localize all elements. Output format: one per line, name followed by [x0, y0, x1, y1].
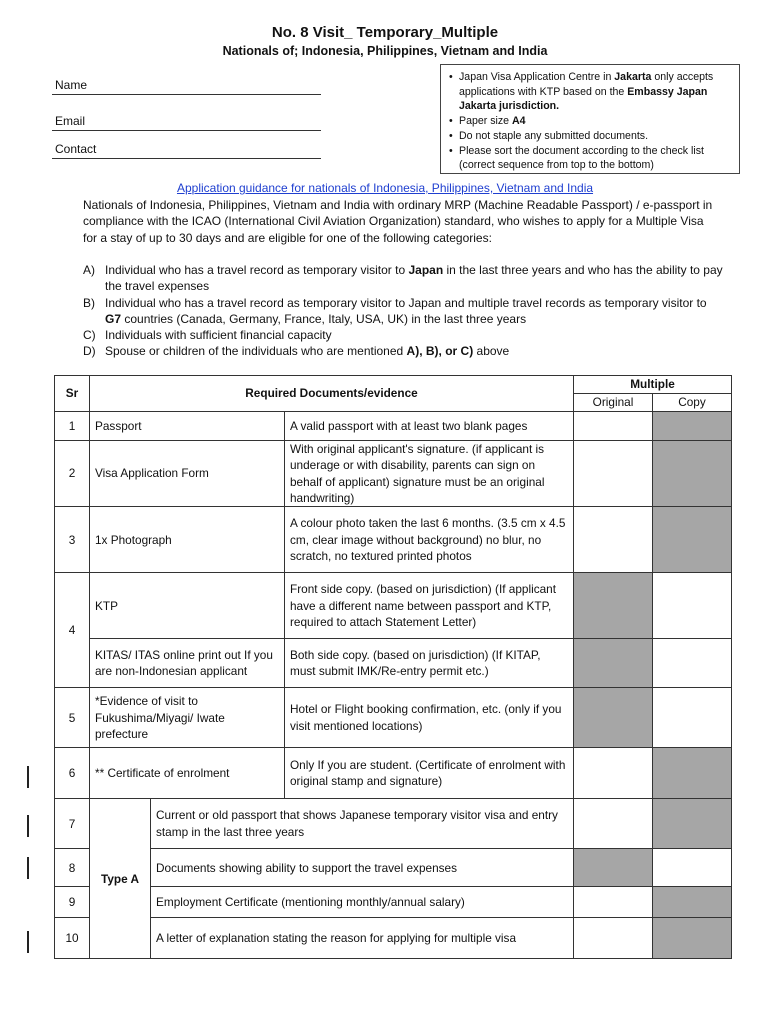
table-row: 2 Visa Application Form With original applicant's signature. (if applicant is underage or with disability, parents can sign on behalf of applicant) signature must be an original handwriting): [55, 441, 732, 507]
header-original: Original: [574, 394, 653, 412]
contact-field[interactable]: [52, 142, 321, 159]
copy-checkbox[interactable]: [653, 639, 732, 688]
original-checkbox[interactable]: [574, 748, 653, 799]
original-checkbox[interactable]: [574, 887, 653, 918]
document-title: No. 8 Visit_ Temporary_Multiple: [271, 24, 499, 41]
copy-checkbox[interactable]: [653, 849, 732, 887]
category-b: B) Individual who has a travel record as temporary visitor to Japan and multiple travel records as temporary visitor to G7 countries (Canada, Germany, France, Italy, USA, UK) in the last three years: [83, 295, 707, 326]
original-checkbox[interactable]: [574, 799, 653, 849]
note-jakarta: • Japan Visa Application Centre in Jakarta only accepts applications with KTP based on the Embassy Japan Jakarta jurisdiction.: [449, 70, 733, 114]
document-subtitle: Nationals of; Indonesia, Philippines, Vietnam and India: [222, 44, 548, 58]
original-checkbox[interactable]: [574, 507, 653, 573]
table-row: 1 Passport A valid passport with at least two blank pages: [55, 412, 732, 441]
type-a-label: Type A: [90, 799, 151, 959]
notes-box: [440, 64, 740, 174]
intro-paragraph: Nationals of Indonesia, Philippines, Vietnam and India with ordinary MRP (Machine Readable Passport) / e-passport in compliance with the ICAO (International Civil Aviation Organization) standard, who wishes to apply for a Multiple Visa for a stay of up to 30 days and are eligible for one of the following categories:: [83, 198, 713, 245]
original-checkbox[interactable]: [574, 412, 653, 441]
header-copy: Copy: [653, 394, 732, 412]
original-checkbox[interactable]: [574, 441, 653, 507]
email-field[interactable]: [52, 114, 321, 131]
copy-checkbox[interactable]: [653, 688, 732, 748]
header-sr: Sr: [55, 376, 90, 412]
margin-marker: [27, 766, 29, 788]
note-sort: • Please sort the document according to the check list (correct sequence from top to the bottom): [449, 144, 733, 173]
category-list: [83, 262, 723, 360]
table-row: 5 *Evidence of visit to Fukushima/Miyagi/ Iwate prefecture Hotel or Flight booking confirmation, etc. (only if you visit mentioned locations): [55, 688, 732, 748]
table-row: 4 KTP Front side copy. (based on jurisdiction) (If applicant have a different name between passport and KTP, required to attach Statement Letter): [55, 573, 732, 639]
table-row: 9 Employment Certificate (mentioning monthly/annual salary): [55, 887, 732, 918]
table-row: 10 A letter of explanation stating the reason for applying for multiple visa: [55, 918, 732, 959]
note-paper-size: • Paper size A4: [449, 114, 733, 129]
original-checkbox[interactable]: [574, 918, 653, 959]
category-a: A) Individual who has a travel record as temporary visitor to Japan in the last three years and who has the ability to pay the travel expenses: [83, 263, 723, 294]
table-row: 7 Type A Current or old passport that shows Japanese temporary visitor visa and entry stamp in the last three years: [55, 799, 732, 849]
margin-marker: [27, 931, 29, 953]
header-required-documents: Required Documents/evidence: [90, 376, 574, 412]
email-label: Email: [55, 114, 86, 128]
copy-checkbox[interactable]: [653, 573, 732, 639]
name-field[interactable]: [52, 78, 321, 95]
application-guidance-link[interactable]: Application guidance for nationals of Indonesia, Philippines, Vietnam and India: [176, 181, 594, 195]
margin-marker: [27, 815, 29, 837]
table-row: 6 ** Certificate of enrolment Only If you are student. (Certificate of enrolment with original stamp and signature): [55, 748, 732, 799]
category-d: D) Spouse or children of the individuals who are mentioned A), B), or C) above: [83, 344, 510, 359]
contact-label: Contact: [55, 142, 97, 156]
category-c: C) Individuals with sufficient financial capacity: [83, 328, 332, 343]
required-documents-table: [54, 375, 732, 959]
table-row: 3 1x Photograph A colour photo taken the last 6 months. (3.5 cm x 4.5 cm, clear image without background) no blur, no scratch, no textured printed photos: [55, 507, 732, 573]
table-row: KITAS/ ITAS online print out If you are non-Indonesian applicant Both side copy. (based on jurisdiction) (If KITAP, must submit IMK/Re-entry permit etc.): [55, 639, 732, 688]
note-staple: • Do not staple any submitted documents.: [449, 129, 733, 144]
table-row: 8 Documents showing ability to support the travel expenses: [55, 849, 732, 887]
margin-marker: [27, 857, 29, 879]
header-multiple: Multiple: [574, 376, 732, 394]
name-label: Name: [55, 78, 88, 92]
